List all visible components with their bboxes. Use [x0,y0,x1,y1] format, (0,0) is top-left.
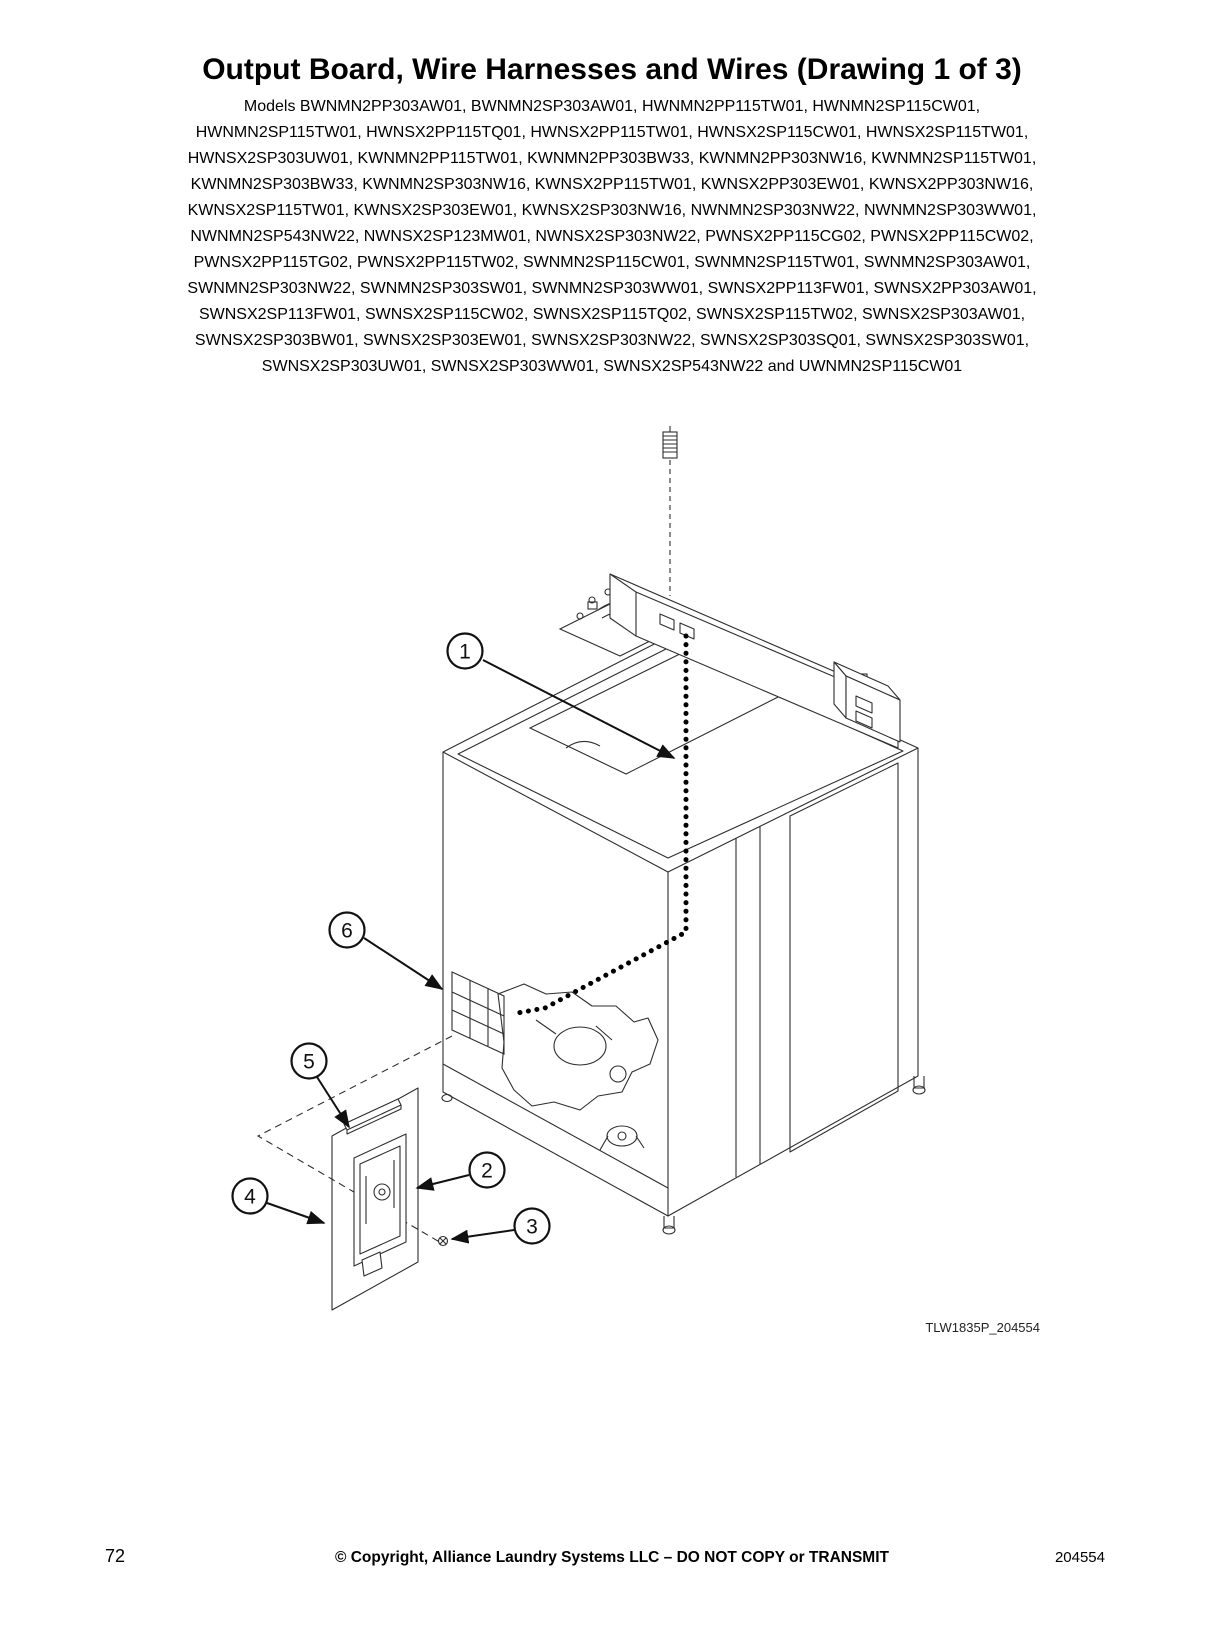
callout-6-arrow [364,938,442,989]
callout-2 [470,1153,505,1188]
models-line: PWNSX2PP115TG02, PWNSX2PP115TW02, SWNMN2SP115CW01, SWNMN2SP115TW01, SWNMN2SP303AW01, [193,254,1031,271]
manual-page [0,52,1224,1566]
callout-1-number: 1 [459,640,471,664]
callout-1-arrow [483,660,674,758]
callout-4-arrow [267,1203,324,1223]
callout-4-number: 4 [244,1185,256,1209]
models-line: SWNSX2SP303UW01, SWNSX2SP303WW01, SWNSX2SP543NW22 and UWNMN2SP115CW01 [261,358,963,375]
models-line: KWNSX2SP115TW01, KWNSX2SP303EW01, KWNSX2SP303NW16, NWNMN2SP303NW22, NWNMN2SP303WW01, [187,202,1037,219]
washer-diagram [0,424,1224,1320]
callout-6 [330,913,365,948]
bracket-item2 [354,1134,406,1276]
callout-5 [292,1044,327,1079]
models-list [0,94,1224,380]
callout-2-number: 2 [481,1159,493,1183]
callout-3-arrow [452,1230,514,1239]
models-line: KWNMN2SP303BW33, KWNMN2SP303NW16, KWNSX2PP115TW01, KWNSX2PP303EW01, KWNSX2PP303NW16, [190,176,1034,193]
harness-plug-top [663,426,677,596]
models-line: SWNMN2SP303NW22, SWNMN2SP303SW01, SWNMN2SP303WW01, SWNSX2PP113FW01, SWNSX2PP303AW01, [187,280,1037,297]
callout-4 [233,1179,268,1214]
page-number: 72 [105,1546,126,1566]
models-line: HWNMN2SP115TW01, HWNSX2PP115TQ01, HWNSX2PP115TW01, HWNSX2SP115CW01, HWNSX2SP115TW01, [195,124,1029,141]
models-line: NWNMN2SP543NW22, NWNSX2SP123MW01, NWNSX2SP303NW22, PWNSX2PP115CG02, PWNSX2PP115CW02, [190,228,1034,245]
wire-harness-dotted [512,636,686,1014]
callout-3 [515,1209,550,1244]
callout-6-number: 6 [341,919,353,943]
callout-3-number: 3 [526,1215,538,1239]
output-board [452,972,504,1054]
cutaway-internals [498,984,658,1150]
models-line: HWNSX2SP303UW01, KWNMN2PP115TW01, KWNMN2PP303BW33, KWNMN2PP303NW16, KWNMN2SP115TW01, [187,150,1037,167]
edge-strip-item5 [344,1099,401,1134]
page-title: Output Board, Wire Harnesses and Wires (Drawing 1 of 3) [202,53,1022,86]
models-line: SWNSX2SP113FW01, SWNSX2SP115CW02, SWNSX2SP115TQ02, SWNSX2SP115TW02, SWNSX2SP303AW01, [198,306,1026,323]
copyright-text: © Copyright, Alliance Laundry Systems LLC – DO NOT COPY or TRANSMIT [335,1549,889,1566]
callout-1 [448,634,483,669]
drawing-area [0,424,1224,1335]
drawing-code-label: TLW1835P_204554 [925,1320,1040,1335]
callout-arrows [267,660,674,1239]
models-line: Models BWNMN2PP303AW01, BWNMN2SP303AW01, HWNMN2PP115TW01, HWNMN2SP115CW01, [243,98,981,115]
callout-2-arrow [417,1175,469,1188]
screw-item3 [439,1237,448,1246]
doc-number: 204554 [1054,1549,1105,1566]
page-footer [0,1546,1224,1578]
detail-panel [332,1088,448,1310]
callout-5-arrow [317,1077,349,1127]
control-console [610,574,900,748]
models-line: SWNSX2SP303BW01, SWNSX2SP303EW01, SWNSX2SP303NW22, SWNSX2SP303SQ01, SWNSX2SP303SW01, [194,332,1030,349]
callout-5-number: 5 [303,1050,315,1074]
